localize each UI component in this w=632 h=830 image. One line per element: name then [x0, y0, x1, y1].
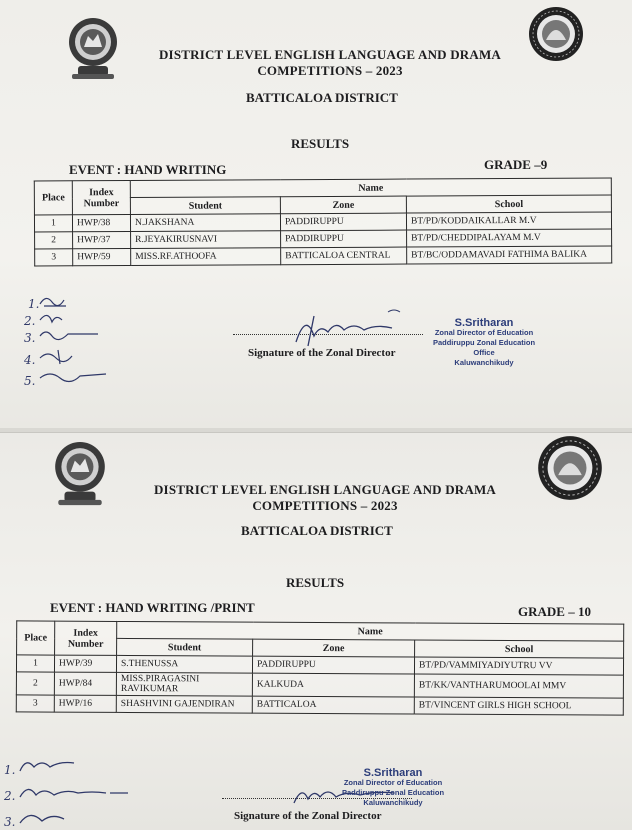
title-line-2: COMPETITIONS – 2023 — [257, 63, 403, 78]
cell-student: MISS.RF.ATHOOFA — [131, 248, 281, 266]
cell-index: HWP/59 — [73, 249, 131, 266]
title-line-1: DISTRICT LEVEL ENGLISH LANGUAGE AND DRAMA — [158, 47, 502, 62]
table-row — [16, 672, 623, 698]
document-title — [140, 482, 510, 514]
district-name: BATTICALOA DISTRICT — [241, 523, 393, 538]
cell-zone: KALKUDA — [252, 673, 414, 697]
stamp-line-1: Zonal Director of Education — [434, 328, 534, 337]
header-name: Name — [130, 178, 611, 198]
handwritten-note-2: 2. — [4, 789, 16, 803]
handwritten-note-3: 3. — [24, 331, 36, 345]
title-line-2: COMPETITIONS – 2023 — [252, 498, 398, 513]
cell-index: HWP/84 — [54, 672, 116, 695]
sri-lanka-emblem-icon — [50, 437, 110, 509]
header-place: Place — [34, 181, 72, 215]
event-name: EVENT : HAND WRITING — [69, 162, 227, 177]
cell-zone: PADDIRUPPU — [281, 230, 407, 248]
cell-index: HWP/38 — [72, 215, 130, 232]
header-name: Name — [117, 621, 624, 641]
header-school: School — [415, 640, 624, 658]
cell-zone: BATTICALOA CENTRAL — [281, 247, 407, 265]
table-row — [35, 246, 612, 266]
cell-student: MISS.PIRAGASINI RAVIKUMAR — [116, 672, 252, 696]
stamp-line-1: Zonal Director of Education — [343, 778, 443, 787]
cell-index: HWP/37 — [73, 232, 131, 249]
results-sheet-grade-10 — [0, 432, 632, 830]
stamp-name: S.Sritharan — [363, 767, 423, 779]
cell-student: SHASHVINI GAJENDIRAN — [116, 695, 252, 713]
handwritten-note-3: 3. — [4, 815, 16, 829]
cell-student: R.JEYAKIRUSNAVI — [131, 231, 281, 249]
cell-school: BT/VINCENT GIRLS HIGH SCHOOL — [414, 697, 623, 715]
paddiruppu-education-zone-seal-icon — [537, 435, 603, 501]
table-row — [16, 695, 623, 715]
event-name: EVENT : HAND WRITING /PRINT — [50, 600, 255, 615]
cell-school: BT/PD/VAMMIYADIYUTRU VV — [414, 657, 623, 675]
cell-place: 1 — [34, 215, 72, 232]
handwritten-note-5: 5. — [24, 374, 36, 388]
header-zone: Zone — [253, 639, 415, 657]
document-title — [150, 47, 510, 79]
stamp-line-3: Kaluwanchikudy — [363, 798, 423, 807]
cell-student: N.JAKSHANA — [130, 214, 280, 232]
title-line-1: DISTRICT LEVEL ENGLISH LANGUAGE AND DRAMA — [153, 482, 497, 497]
stamp-line-2: Paddiruppu Zonal Education Office — [432, 338, 536, 357]
cell-student: S.THENUSSA — [116, 655, 252, 673]
header-student: Student — [130, 197, 280, 215]
header-school: School — [406, 195, 611, 213]
header-index-number: Index Number — [55, 621, 117, 655]
handwritten-note-1: 1. — [28, 297, 40, 311]
grade-label: GRADE –9 — [484, 157, 548, 172]
results-table — [16, 620, 624, 715]
district-name: BATTICALOA DISTRICT — [246, 90, 398, 105]
stamp-line-2: Paddiruppu Zonal Education — [341, 788, 445, 797]
header-index-number: Index Number — [72, 181, 130, 215]
paddiruppu-education-zone-seal-icon — [528, 6, 584, 62]
sri-lanka-emblem-icon — [64, 14, 122, 82]
cell-index: HWP/39 — [54, 655, 116, 672]
cell-index: HWP/16 — [54, 695, 116, 712]
cell-place: 1 — [16, 655, 54, 672]
cell-school: BT/PD/KODDAIKALLAR M.V — [406, 212, 611, 230]
signature-label: Signature of the Zonal Director — [248, 347, 396, 359]
cell-school: BT/BC/ODDAMAVADI FATHIMA BALIKA — [407, 246, 612, 264]
cell-place: 3 — [35, 249, 73, 266]
cell-school: BT/KK/VANTHARUMOOLAI MMV — [414, 674, 623, 698]
signature-label: Signature of the Zonal Director — [234, 810, 382, 822]
signature-scribble-icon — [292, 306, 412, 350]
results-heading: RESULTS — [291, 136, 350, 151]
stamp-line-3: Kaluwanchikudy — [454, 358, 514, 367]
official-stamp — [424, 318, 544, 368]
cell-school: BT/PD/CHEDDIPALAYAM M.V — [407, 229, 612, 247]
results-table — [34, 177, 612, 266]
handwritten-note-2: 2. — [24, 314, 36, 328]
cell-place: 2 — [16, 672, 54, 695]
header-student: Student — [117, 638, 253, 656]
cell-zone: PADDIRUPPU — [280, 213, 406, 231]
official-stamp — [328, 768, 458, 808]
handwritten-note-1: 1. — [4, 763, 16, 777]
cell-zone: BATTICALOA — [252, 696, 414, 714]
handwritten-scribbles-icon — [38, 292, 118, 392]
grade-label: GRADE – 10 — [518, 604, 591, 619]
handwritten-note-4: 4. — [24, 353, 36, 367]
header-zone: Zone — [280, 196, 406, 214]
cell-zone: PADDIRUPPU — [252, 656, 414, 674]
cell-place: 2 — [35, 232, 73, 249]
results-heading: RESULTS — [286, 575, 345, 590]
header-place: Place — [17, 621, 55, 655]
stamp-name: S.Sritharan — [454, 317, 514, 329]
cell-place: 3 — [16, 695, 54, 712]
handwritten-scribbles-icon — [16, 753, 136, 830]
